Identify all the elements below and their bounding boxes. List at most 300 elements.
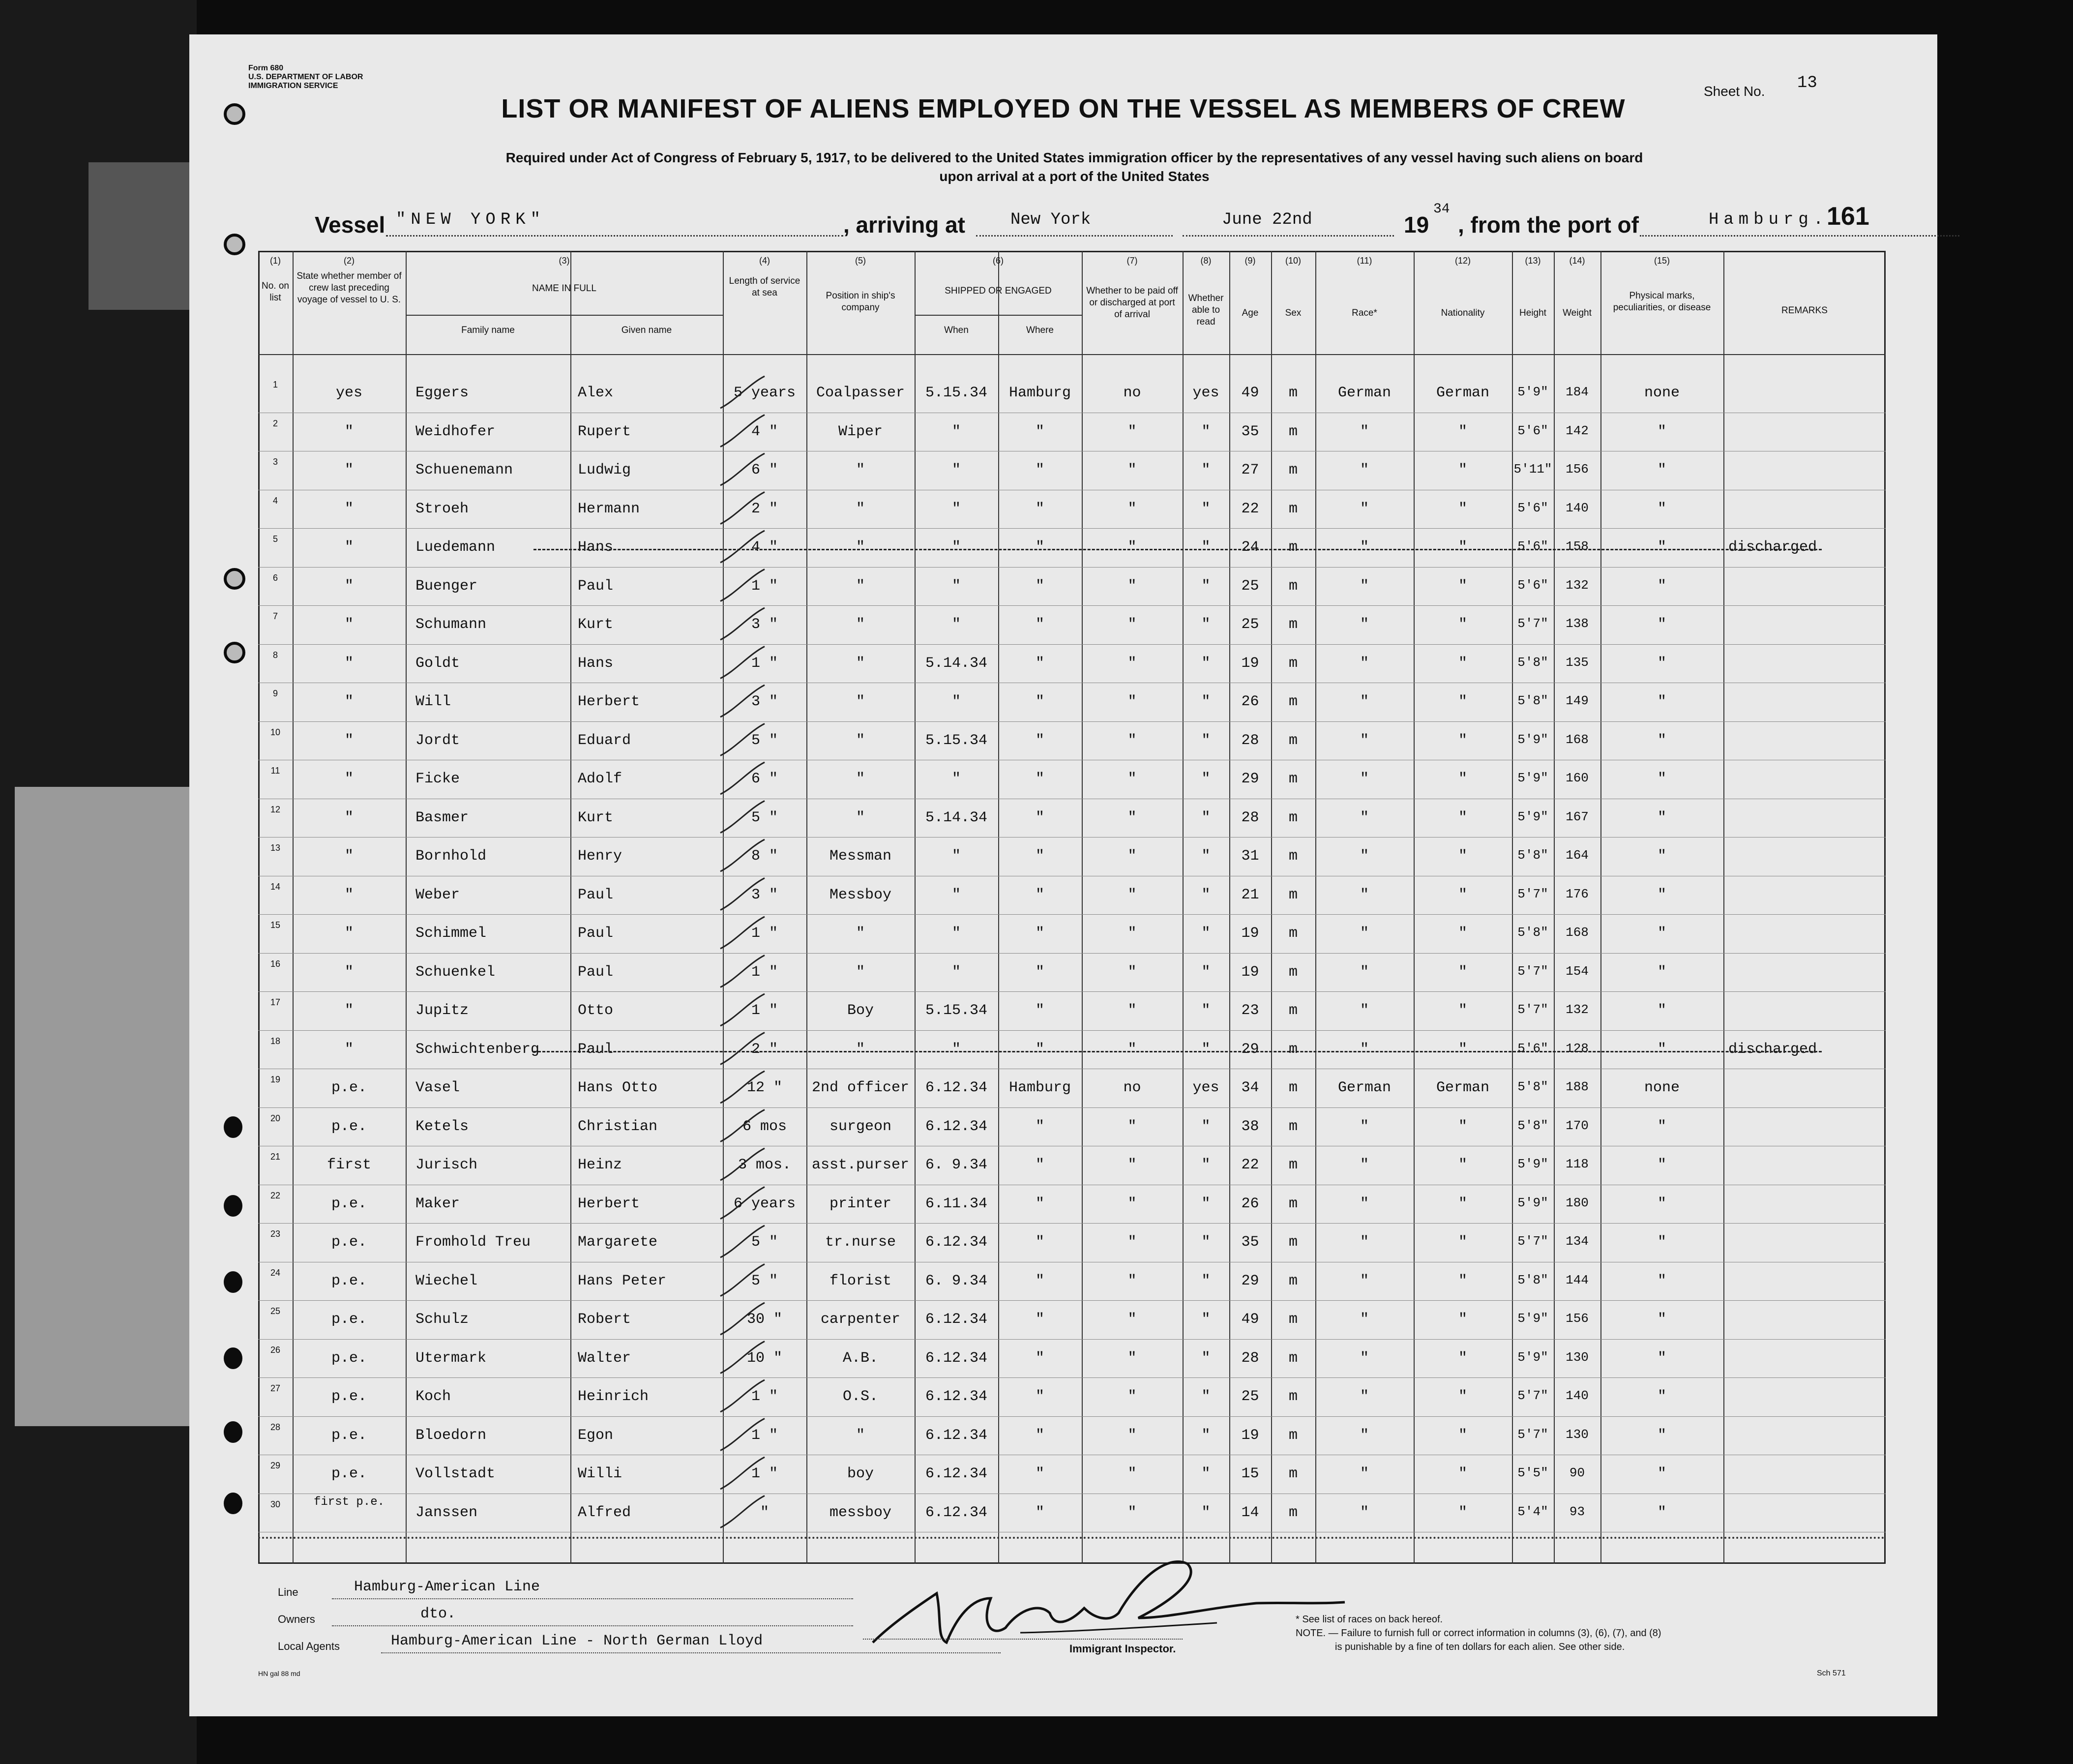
cell-where: " (1035, 462, 1044, 478)
cell-position: surgeon (829, 1118, 892, 1135)
cell-race: " (1360, 771, 1369, 787)
column-header-paid-off: Whether to be paid off or discharged at port of arrival (1086, 286, 1178, 320)
cell-position: florist (829, 1272, 892, 1289)
row-number: 20 (270, 1113, 281, 1123)
cell-when: " (951, 925, 961, 942)
cell-where: " (1035, 1504, 1044, 1521)
cell-read: " (1201, 1465, 1211, 1482)
cell-age: 29 (1241, 1041, 1259, 1058)
cell-position: asst.purser (811, 1157, 910, 1173)
cell-sex: m (1288, 693, 1298, 710)
cell-position: " (856, 771, 865, 787)
cell-nat: " (1458, 1427, 1467, 1444)
cell-state: " (344, 848, 354, 865)
cell-height: 5'9" (1517, 732, 1548, 747)
tick-mark (720, 878, 765, 910)
cell-family: Utermark (415, 1349, 487, 1367)
cell-sex: m (1288, 963, 1298, 981)
cell-age: 19 (1241, 655, 1259, 672)
cell-weight: 144 (1566, 1272, 1589, 1287)
cell-weight: 176 (1566, 886, 1589, 901)
cell-length: 5 " (751, 809, 778, 826)
cell-position: " (856, 500, 865, 517)
cell-length: 2 " (751, 1041, 778, 1058)
cell-state: " (344, 1002, 354, 1019)
cell-state: " (344, 539, 354, 556)
cell-height: 5'8" (1517, 925, 1548, 940)
cell-state: p.e. (331, 1118, 367, 1135)
cell-height: 5'6" (1517, 500, 1548, 515)
cell-given: Hans (578, 655, 614, 672)
cell-sex: m (1288, 385, 1298, 401)
cell-race: " (1360, 500, 1369, 517)
tick-mark (720, 608, 765, 640)
cell-when: 6.12.34 (925, 1388, 988, 1405)
cell-family: Ketels (415, 1118, 469, 1135)
cell-length: 5 years (733, 385, 796, 401)
cell-where: " (1035, 1041, 1044, 1058)
row-number: 24 (270, 1267, 281, 1278)
cell-where: " (1035, 848, 1044, 865)
cell-family: Weber (415, 886, 460, 903)
cell-marks: " (1657, 539, 1666, 556)
cell-when: " (951, 1041, 961, 1058)
cell-read: " (1201, 1234, 1211, 1251)
tick-mark (720, 376, 765, 408)
tick-mark (720, 1303, 765, 1335)
cell-family: Wiechel (415, 1272, 478, 1289)
cell-given: Kurt (578, 616, 614, 633)
cell-length: 5 " (751, 1234, 778, 1251)
cell-read: " (1201, 1388, 1211, 1405)
cell-weight: 170 (1566, 1118, 1589, 1133)
cell-length: 6 " (751, 462, 778, 478)
cell-marks: " (1657, 886, 1666, 903)
cell-given: Heinz (578, 1157, 622, 1173)
cell-sex: m (1288, 1465, 1298, 1482)
cell-race: German (1337, 1079, 1392, 1096)
cell-when: 6.12.34 (925, 1118, 988, 1135)
cell-paid: " (1127, 1427, 1137, 1444)
cell-sex: m (1288, 500, 1298, 517)
cell-read: " (1201, 732, 1211, 749)
cell-paid: " (1127, 809, 1137, 826)
cell-race: German (1337, 385, 1392, 401)
cell-position: " (856, 925, 865, 942)
column-number: (13) (1525, 256, 1541, 266)
owners-value: dto. (420, 1606, 456, 1622)
cell-nat: " (1458, 500, 1467, 517)
cell-family: Jordt (415, 732, 460, 749)
cell-paid: " (1127, 1349, 1137, 1367)
cell-weight: 130 (1566, 1427, 1589, 1442)
page-number: 161 (1827, 202, 1869, 231)
tick-mark (720, 1380, 765, 1412)
cell-marks: none (1644, 385, 1680, 401)
cell-state: " (344, 886, 354, 903)
cell-read: " (1201, 462, 1211, 478)
cell-race: " (1360, 539, 1369, 556)
cell-state: yes (335, 385, 362, 401)
scan-edge-strip (89, 162, 192, 310)
cell-position: boy (847, 1465, 874, 1482)
cell-sex: m (1288, 577, 1298, 595)
cell-given: Adolf (578, 771, 622, 787)
cell-weight: 184 (1566, 385, 1589, 399)
cell-family: Schumann (415, 616, 487, 633)
row-number: 7 (272, 611, 278, 621)
cell-weight: 167 (1566, 809, 1589, 824)
cell-age: 28 (1241, 1349, 1259, 1367)
cell-when: " (951, 616, 961, 633)
cell-state: " (344, 655, 354, 672)
cell-position: " (856, 1427, 865, 1444)
cell-race: " (1360, 732, 1369, 749)
subtitle-line: upon arrival at a port of the United States (939, 169, 1210, 184)
handwritten-checkmarks (189, 34, 1937, 1716)
cell-where: " (1035, 1427, 1044, 1444)
cell-family: Buenger (415, 577, 478, 595)
cell-given: Rupert (578, 423, 631, 440)
row-number: 3 (272, 457, 278, 467)
cell-given: Paul (578, 886, 614, 903)
cell-when: 6.12.34 (925, 1311, 988, 1328)
tick-mark (720, 801, 765, 833)
cell-sex: m (1288, 423, 1298, 440)
cell-race: " (1360, 462, 1369, 478)
row-number: 6 (272, 572, 278, 583)
cell-age: 31 (1241, 848, 1259, 865)
print-code: HN gal 88 md (258, 1670, 300, 1677)
cell-height: 5'8" (1517, 655, 1548, 670)
cell-paid: " (1127, 539, 1137, 556)
cell-length: 1 " (751, 655, 778, 672)
cell-where: " (1035, 1234, 1044, 1251)
cell-family: Jurisch (415, 1157, 478, 1173)
row-number: 18 (270, 1036, 281, 1046)
service-name: IMMIGRATION SERVICE (248, 82, 338, 90)
row-number: 26 (270, 1345, 281, 1355)
cell-nat: " (1458, 771, 1467, 787)
cell-weight: 168 (1566, 732, 1589, 747)
cell-height: 5'8" (1517, 1118, 1548, 1133)
tick-mark (720, 1071, 765, 1103)
cell-length: 6 years (733, 1195, 796, 1212)
cell-marks: " (1657, 963, 1666, 981)
cell-read: " (1201, 693, 1211, 710)
cell-nat: " (1458, 1311, 1467, 1328)
cell-read: " (1201, 1118, 1211, 1135)
cell-position: Messman (829, 848, 892, 865)
cell-race: " (1360, 655, 1369, 672)
cell-length: 5 " (751, 732, 778, 749)
cell-where: " (1035, 1118, 1044, 1135)
cell-where: " (1035, 616, 1044, 633)
cell-read: " (1201, 1157, 1211, 1173)
cell-weight: 132 (1566, 1002, 1589, 1017)
cell-height: 5'11" (1513, 462, 1552, 477)
cell-age: 15 (1241, 1465, 1259, 1482)
cell-read: " (1201, 1272, 1211, 1289)
row-number: 21 (270, 1152, 281, 1162)
vessel-name: "NEW YORK" (396, 210, 546, 229)
column-header-nationality: Nationality (1441, 308, 1485, 318)
cell-nat: " (1458, 1234, 1467, 1251)
agents-value: Hamburg-American Line - North German Lloyd (391, 1633, 763, 1649)
column-header-name-full: NAME IN FULL (532, 283, 596, 294)
cell-nat: " (1458, 1504, 1467, 1521)
arrival-port: New York (1010, 210, 1091, 229)
cell-position: Wiper (838, 423, 883, 440)
cell-marks: " (1657, 1157, 1666, 1173)
cell-weight: 156 (1566, 462, 1589, 477)
column-header-where: Where (1026, 325, 1054, 335)
cell-length: 1 " (751, 1388, 778, 1405)
cell-where: " (1035, 963, 1044, 981)
arriving-label: , arriving at (843, 212, 965, 238)
cell-paid: " (1127, 1234, 1137, 1251)
cell-height: 5'8" (1517, 693, 1548, 708)
cell-read: " (1201, 771, 1211, 787)
cell-height: 5'6" (1517, 577, 1548, 593)
cell-sex: m (1288, 1349, 1298, 1367)
cell-paid: " (1127, 1465, 1137, 1482)
cell-family: Weidhofer (415, 423, 496, 440)
cell-marks: " (1657, 577, 1666, 595)
cell-family: Eggers (415, 385, 469, 401)
cell-nat: " (1458, 616, 1467, 633)
cell-nat: " (1458, 539, 1467, 556)
cell-where: " (1035, 1272, 1044, 1289)
cell-state: p.e. (331, 1079, 367, 1096)
cell-nat: " (1458, 925, 1467, 942)
cell-where: " (1035, 886, 1044, 903)
cell-marks: " (1657, 848, 1666, 865)
cell-nat: " (1458, 1195, 1467, 1212)
column-header-family: Family name (461, 325, 515, 335)
fine-note-line2: is punishable by a fine of ten dollars for each alien. See other side. (1335, 1642, 1625, 1652)
cell-age: 14 (1241, 1504, 1259, 1521)
cell-nat: " (1458, 809, 1467, 826)
cell-age: 25 (1241, 616, 1259, 633)
cell-age: 24 (1241, 539, 1259, 556)
cell-where: " (1035, 500, 1044, 517)
tick-mark (720, 917, 765, 949)
cell-paid: " (1127, 655, 1137, 672)
cell-state: p.e. (331, 1272, 367, 1289)
cell-given: Eduard (578, 732, 631, 749)
cell-state: p.e. (331, 1465, 367, 1482)
cell-read: " (1201, 1041, 1211, 1058)
cell-sex: m (1288, 616, 1298, 633)
cell-age: 19 (1241, 1427, 1259, 1444)
row-number: 15 (270, 920, 281, 930)
column-header-given: Given name (621, 325, 672, 335)
cell-state: " (344, 423, 354, 440)
column-header-length: Length of service at sea (729, 276, 800, 298)
cell-age: 19 (1241, 963, 1259, 981)
cell-nat: " (1458, 732, 1467, 749)
cell-age: 22 (1241, 500, 1259, 517)
cell-when: " (951, 771, 961, 787)
cell-family: Fromhold Treu (415, 1234, 531, 1251)
cell-position: carpenter (820, 1311, 901, 1328)
tick-mark (720, 647, 765, 679)
cell-race: " (1360, 1157, 1369, 1173)
column-number: (8) (1200, 256, 1212, 266)
tick-mark (720, 1148, 765, 1180)
cell-paid: " (1127, 500, 1137, 517)
cell-read: " (1201, 616, 1211, 633)
column-header-age: Age (1242, 308, 1259, 318)
cell-weight: 130 (1566, 1349, 1589, 1365)
cell-when: 6.12.34 (925, 1504, 988, 1521)
cell-length: 1 " (751, 925, 778, 942)
cell-race: " (1360, 1311, 1369, 1328)
cell-height: 5'4" (1517, 1504, 1548, 1519)
cell-state: p.e. (331, 1349, 367, 1367)
cell-given: Paul (578, 925, 614, 942)
cell-height: 5'7" (1517, 963, 1548, 979)
cell-sex: m (1288, 1427, 1298, 1444)
cell-family: Schimmel (415, 925, 487, 942)
cell-given: Kurt (578, 809, 614, 826)
cell-when: 6.11.34 (925, 1195, 988, 1212)
cell-race: " (1360, 577, 1369, 595)
cell-read: " (1201, 1504, 1211, 1521)
cell-family: Schuenkel (415, 963, 496, 981)
cell-length: 4 " (751, 539, 778, 556)
cell-given: Alfred (578, 1504, 631, 1521)
cell-age: 26 (1241, 693, 1259, 710)
column-header-when: When (944, 325, 969, 335)
row-number: 12 (270, 804, 281, 814)
cell-read: " (1201, 577, 1211, 595)
row-number: 8 (272, 650, 278, 660)
column-number: (11) (1357, 256, 1372, 266)
cell-sex: m (1288, 1002, 1298, 1019)
cell-marks: " (1657, 925, 1666, 942)
tick-mark (720, 492, 765, 524)
cell-when: 5.15.34 (925, 1002, 988, 1019)
cell-when: " (951, 848, 961, 865)
cell-given: Otto (578, 1002, 614, 1019)
cell-given: Ludwig (578, 462, 631, 478)
cell-marks: " (1657, 732, 1666, 749)
cell-race: " (1360, 1349, 1369, 1367)
cell-position: printer (829, 1195, 892, 1212)
cell-read: " (1201, 1311, 1211, 1328)
cell-marks: " (1657, 1002, 1666, 1019)
cell-sex: m (1288, 1504, 1298, 1521)
tick-mark (720, 1419, 765, 1451)
cell-family: Vollstadt (415, 1465, 496, 1482)
cell-read: " (1201, 886, 1211, 903)
cell-remarks: discharged (1728, 1041, 1817, 1058)
cell-sex: m (1288, 655, 1298, 672)
cell-position: " (856, 732, 865, 749)
cell-family: Schwichtenberg (415, 1041, 540, 1058)
line-label: Line (278, 1586, 298, 1598)
cell-nat: " (1458, 886, 1467, 903)
cell-paid: " (1127, 886, 1137, 903)
row-number: 13 (270, 843, 281, 853)
cell-nat: " (1458, 1157, 1467, 1173)
cell-age: 29 (1241, 1272, 1259, 1289)
cell-height: 5'8" (1517, 1079, 1548, 1094)
cell-length: 3 " (751, 693, 778, 710)
cell-height: 5'6" (1517, 539, 1548, 554)
cell-marks: " (1657, 1234, 1666, 1251)
cell-where: " (1035, 1311, 1044, 1328)
cell-sex: m (1288, 809, 1298, 826)
cell-length: 3 " (751, 616, 778, 633)
row-number: 2 (272, 418, 278, 428)
cell-when: 6.12.34 (925, 1427, 988, 1444)
cell-nat: " (1458, 1002, 1467, 1019)
column-number: (1) (270, 256, 281, 266)
cell-paid: " (1127, 1272, 1137, 1289)
column-number: (10) (1285, 256, 1301, 266)
cell-weight: 132 (1566, 577, 1589, 593)
cell-height: 5'7" (1517, 1234, 1548, 1249)
cell-sex: m (1288, 1157, 1298, 1173)
tick-mark (720, 1226, 765, 1257)
cell-when: " (951, 500, 961, 517)
cell-when: 6.12.34 (925, 1349, 988, 1367)
cell-marks: " (1657, 500, 1666, 517)
cell-marks: none (1644, 1079, 1680, 1096)
cell-sex: m (1288, 1234, 1298, 1251)
cell-when: " (951, 963, 961, 981)
subtitle-line: Required under Act of Congress of February 5, 1917, to be delivered to the United States immigration officer by the representatives of any vessel having such aliens on board (505, 150, 1643, 165)
cell-state: " (344, 693, 354, 710)
cell-paid: no (1123, 385, 1141, 401)
cell-state: first (326, 1157, 371, 1173)
cell-age: 29 (1241, 771, 1259, 787)
cell-weight: 90 (1569, 1465, 1585, 1480)
cell-marks: " (1657, 809, 1666, 826)
department-name: U.S. DEPARTMENT OF LABOR (248, 73, 363, 81)
cell-marks: " (1657, 1427, 1666, 1444)
cell-family: Will (415, 693, 451, 710)
cell-remarks: discharged (1728, 539, 1817, 556)
cell-paid: no (1123, 1079, 1141, 1096)
cell-length: 30 " (746, 1311, 782, 1328)
cell-position: " (856, 462, 865, 478)
column-header-state: State whether member of crew last preceding voyage of vessel to U. S. (296, 271, 402, 305)
cell-state: " (344, 1041, 354, 1058)
tick-mark (720, 762, 765, 794)
row-number: 27 (270, 1383, 281, 1393)
tick-mark (720, 1110, 765, 1142)
scan-underlying-page (15, 787, 192, 1426)
cell-height: 5'6" (1517, 423, 1548, 438)
cell-read: " (1201, 848, 1211, 865)
cell-age: 49 (1241, 1311, 1259, 1328)
cell-age: 25 (1241, 1388, 1259, 1405)
cell-state: p.e. (331, 1234, 367, 1251)
cell-read: " (1201, 1427, 1211, 1444)
column-number: (3) (559, 256, 570, 266)
departure-port: Hamburg. (1709, 210, 1829, 229)
cell-when: 5.15.34 (925, 732, 988, 749)
cell-age: 26 (1241, 1195, 1259, 1212)
row-number: 17 (270, 997, 281, 1007)
cell-given: Christian (578, 1118, 658, 1135)
cell-where: " (1035, 1349, 1044, 1367)
cell-race: " (1360, 1234, 1369, 1251)
